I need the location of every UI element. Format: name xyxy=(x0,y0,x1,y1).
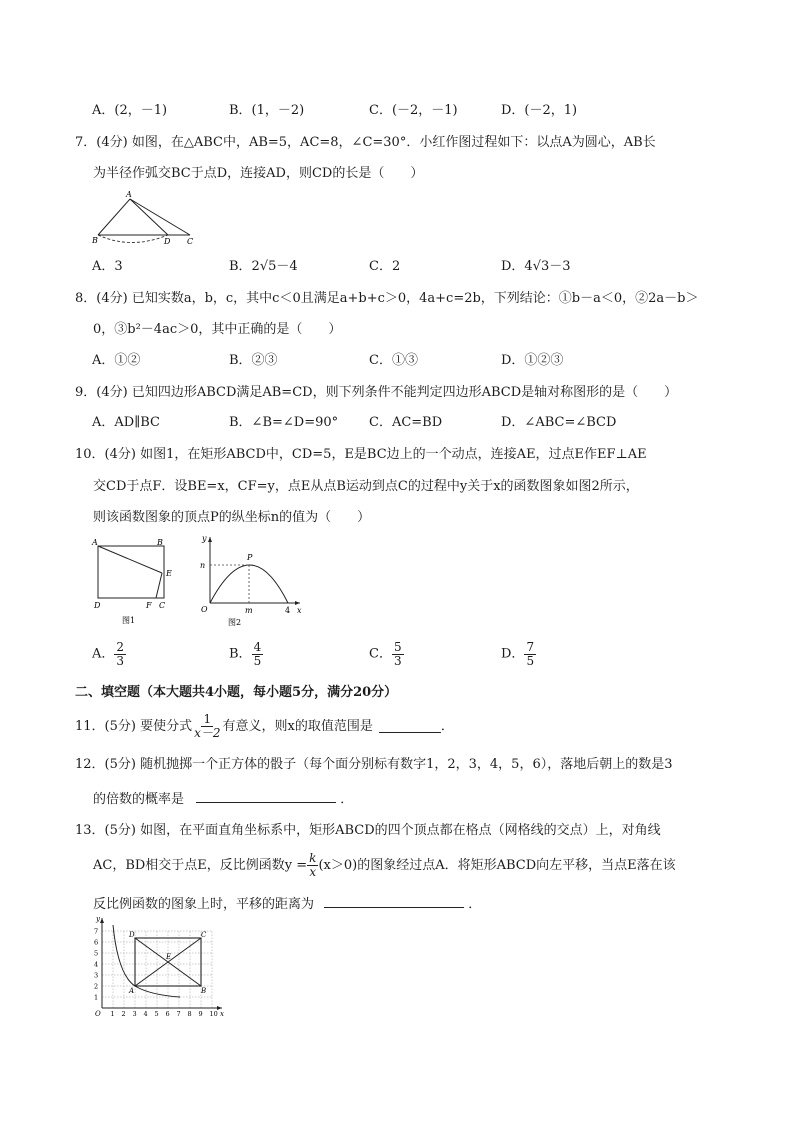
q10-option-d-letter: D． xyxy=(501,646,525,662)
q10-option-c-num: 5 xyxy=(393,640,402,654)
q10-option-b-den: 5 xyxy=(253,653,262,668)
q13-label-a: A xyxy=(129,987,135,995)
q6-option-a: A．(2，－1) xyxy=(92,103,168,118)
q10-fig2-label-p: P xyxy=(247,553,253,562)
q10-option-d-num: 7 xyxy=(526,640,535,654)
q9-option-d: D．∠ABC=∠BCD xyxy=(501,415,617,430)
q7-label-d: D xyxy=(164,237,171,246)
q13-y-tick-label: 4 xyxy=(94,960,99,969)
q6-option-c: C．(－2，－1) xyxy=(369,103,458,118)
q13-x-tick-label: 1 xyxy=(110,1010,115,1018)
q13-text-line1: 13．(5分) 如图，在平面直角坐标系中，矩形ABCD的四个顶点都在格点（网格线的交点）上，对角线 xyxy=(75,823,661,838)
q10-option-d-den: 5 xyxy=(526,653,535,668)
q9-option-b: B．∠B=∠D=90° xyxy=(229,415,339,430)
q13-x-tick-label: 5 xyxy=(154,1010,159,1018)
q10-fig2-label-4: 4 xyxy=(285,606,291,615)
q13-x-tick-label: 2 xyxy=(121,1010,126,1018)
q11-line xyxy=(75,713,454,739)
q10-fig1-label-c: C xyxy=(159,601,166,610)
q10-figure-1 xyxy=(90,536,180,628)
q8-option-d: D．①②③ xyxy=(501,353,564,368)
q12-text-line1: 12．(5分) 随机抛掷一个正方体的骰子（每个面分别标有数字1，2，3，4，5，6），落地后朝上的数是3 xyxy=(75,757,673,772)
q10-fig1-label-b: B xyxy=(157,538,163,547)
q10-option-c-fraction xyxy=(392,641,404,667)
q11-fraction-num: 1 xyxy=(203,712,212,726)
q7-label-b: B xyxy=(92,236,98,245)
q10-option-d xyxy=(501,641,536,667)
q13-y-tick-label: 5 xyxy=(94,949,99,958)
q10-text-line2: 交CD于点F．设BE=x，CF=y，点E从点B运动到点C的过程中y关于x的函数图象如图2所示， xyxy=(93,479,639,494)
q8-option-b: B．②③ xyxy=(229,353,278,368)
q10-segment-ef xyxy=(156,573,162,598)
q10-fig2-label-m: m xyxy=(245,606,253,615)
q10-option-c-letter: C． xyxy=(369,646,392,662)
q10-fig2-label-o: O xyxy=(201,605,208,614)
q12-answer-blank[interactable] xyxy=(196,790,336,803)
q13-label-b: B xyxy=(201,987,207,995)
q13-coordinate-figure xyxy=(88,915,228,1019)
q13-x-tick-label: 9 xyxy=(198,1010,203,1018)
q7-option-c: C．2 xyxy=(369,259,401,274)
q7-label-c: C xyxy=(187,237,194,246)
q13-answer-blank[interactable] xyxy=(324,895,464,908)
q13-fraction-num: k xyxy=(309,851,317,865)
q6-option-b: B．(1，－2) xyxy=(229,103,305,118)
q13-label-d: D xyxy=(129,931,135,939)
q10-fig2-label-n: n xyxy=(200,561,206,570)
q7-arc xyxy=(98,235,168,243)
q13-text-end: ． xyxy=(468,897,482,912)
q10-text-line3: 则该函数图象的顶点P的纵坐标n的值为（ ） xyxy=(93,510,371,525)
q8-text-line2: 0，③b²－4ac＞0，其中正确的是（ ） xyxy=(93,322,342,337)
q8-text-line1: 8．(4分) 已知实数a，b，c，其中c＜0且满足a+b+c＞0，4a+c=2b，下列结论：①b－a＜0，②2a－b＞ xyxy=(75,291,699,306)
q11-text-post: 有意义，则x的取值范围是 xyxy=(222,718,373,734)
q7-text-line1: 7．(4分) 如图，在△ABC中，AB=5，AC=8，∠C=30°．小红作图过程如下：以点A为圆心，AB长 xyxy=(75,135,656,150)
q13-text-line2-post: (x＞0)的图象经过点A．将矩形ABCD向左平移，当点E落在该 xyxy=(318,857,676,873)
q13-x-tick-label: 7 xyxy=(176,1010,181,1018)
q10-fig1-label-d: D xyxy=(94,601,101,610)
q7-segment-ac xyxy=(130,199,190,235)
q13-y-tick-label: 2 xyxy=(94,982,99,991)
q11-text-end: ． xyxy=(440,718,454,734)
q10-option-c xyxy=(369,641,404,667)
q12-line2 xyxy=(93,790,353,806)
q9-option-c: C．AC=BD xyxy=(369,415,443,430)
q10-option-a-den: 3 xyxy=(116,653,125,668)
q13-label-origin: O xyxy=(95,1010,101,1018)
q10-option-b-letter: B． xyxy=(229,646,252,662)
q12-text-line2: 的倍数的概率是 xyxy=(93,792,185,807)
q7-segment-ab xyxy=(98,199,130,235)
q10-option-b xyxy=(229,641,263,667)
q13-label-c: C xyxy=(201,931,207,939)
q10-figure-2 xyxy=(194,533,306,628)
q10-fig2-caption: 图2 xyxy=(228,618,242,627)
q13-x-tick-labels xyxy=(111,1010,218,1018)
q13-y-tick-label: 3 xyxy=(94,971,99,980)
q10-option-a-num: 2 xyxy=(116,640,125,654)
q13-label-y: y xyxy=(96,915,100,923)
q10-text-line1: 10．(4分) 如图1，在矩形ABCD中，CD=5，E是BC边上的一个动点，连接AE，过点E作EF⊥AE xyxy=(75,447,647,462)
q13-x-tick-label: 6 xyxy=(165,1010,170,1018)
q10-fig2-label-y: y xyxy=(202,534,207,543)
q7-triangle-figure xyxy=(86,188,198,246)
q10-option-a-letter: A． xyxy=(92,646,115,662)
q10-option-c-den: 3 xyxy=(393,653,402,668)
q13-label-e: E xyxy=(166,953,172,961)
q8-option-c: C．①③ xyxy=(369,353,418,368)
q10-x-axis-arrow xyxy=(295,601,300,605)
q13-fraction-den: x xyxy=(309,864,317,879)
q10-option-a-fraction xyxy=(114,641,126,667)
q13-label-x: x xyxy=(220,1010,224,1018)
section-2-heading: 二、填空题（本大题共4小题，每小题5分，满分20分） xyxy=(75,685,398,700)
q13-text-line2-pre: AC，BD相交于点E，反比例函数y = xyxy=(93,857,308,873)
q6-option-d: D．(－2，1) xyxy=(501,103,578,118)
q10-y-axis-arrow xyxy=(208,537,212,542)
q9-text-line1: 9．(4分) 已知四边形ABCD满足AB=CD，则下列条件不能判定四边形ABCD是轴对称图形的是（ ） xyxy=(75,385,678,400)
q10-fig1-caption: 图1 xyxy=(122,616,136,625)
q13-y-tick-label: 6 xyxy=(94,938,99,947)
q7-option-d: D．4√3－3 xyxy=(501,259,571,274)
q7-label-a: A xyxy=(126,190,132,199)
q10-fig2-label-x: x xyxy=(297,606,302,615)
q11-answer-blank[interactable] xyxy=(379,720,441,733)
q10-option-b-num: 4 xyxy=(253,640,262,654)
q10-rectangle-abcd xyxy=(98,546,164,598)
q10-fig1-label-e: E xyxy=(166,569,172,578)
q10-fig1-label-a: A xyxy=(92,538,98,547)
q11-fraction xyxy=(192,713,222,739)
q10-fig1-label-f: F xyxy=(146,601,152,610)
q13-y-tick-label: 7 xyxy=(94,927,99,936)
q10-option-d-fraction xyxy=(524,641,536,667)
q13-x-tick-label: 3 xyxy=(132,1010,137,1018)
q13-y-axis-arrow xyxy=(100,918,104,923)
q11-fraction-den: x－2 xyxy=(194,725,221,740)
q13-line3 xyxy=(93,895,481,911)
q13-x-tick-label: 4 xyxy=(143,1010,148,1018)
q11-text-pre: 11．(5分) 要使分式 xyxy=(75,718,193,734)
q10-segment-ae xyxy=(98,546,162,573)
q12-text-end: ． xyxy=(340,792,354,807)
q13-x-tick-label: 8 xyxy=(187,1010,192,1018)
q7-option-a: A．3 xyxy=(92,259,123,274)
q10-option-b-fraction xyxy=(252,641,264,667)
q13-text-line3: 反比例函数的图象上时，平移的距离为 xyxy=(93,897,315,912)
q13-line2 xyxy=(93,852,676,878)
q7-segment-ad xyxy=(130,199,168,235)
q8-option-a: A．①② xyxy=(92,353,141,368)
q9-option-a: A．AD∥BC xyxy=(92,415,160,430)
q13-y-tick-label: 1 xyxy=(94,993,99,1002)
q13-y-tick-labels xyxy=(94,928,98,1002)
q10-option-a xyxy=(92,641,126,667)
q13-x-tick-label: 10 xyxy=(209,1010,218,1018)
q7-text-line2: 为半径作弧交BC于点D，连接AD，则CD的长是（ ） xyxy=(93,166,424,181)
q13-fraction xyxy=(307,852,318,878)
q7-option-b: B．2√5－4 xyxy=(229,259,298,274)
